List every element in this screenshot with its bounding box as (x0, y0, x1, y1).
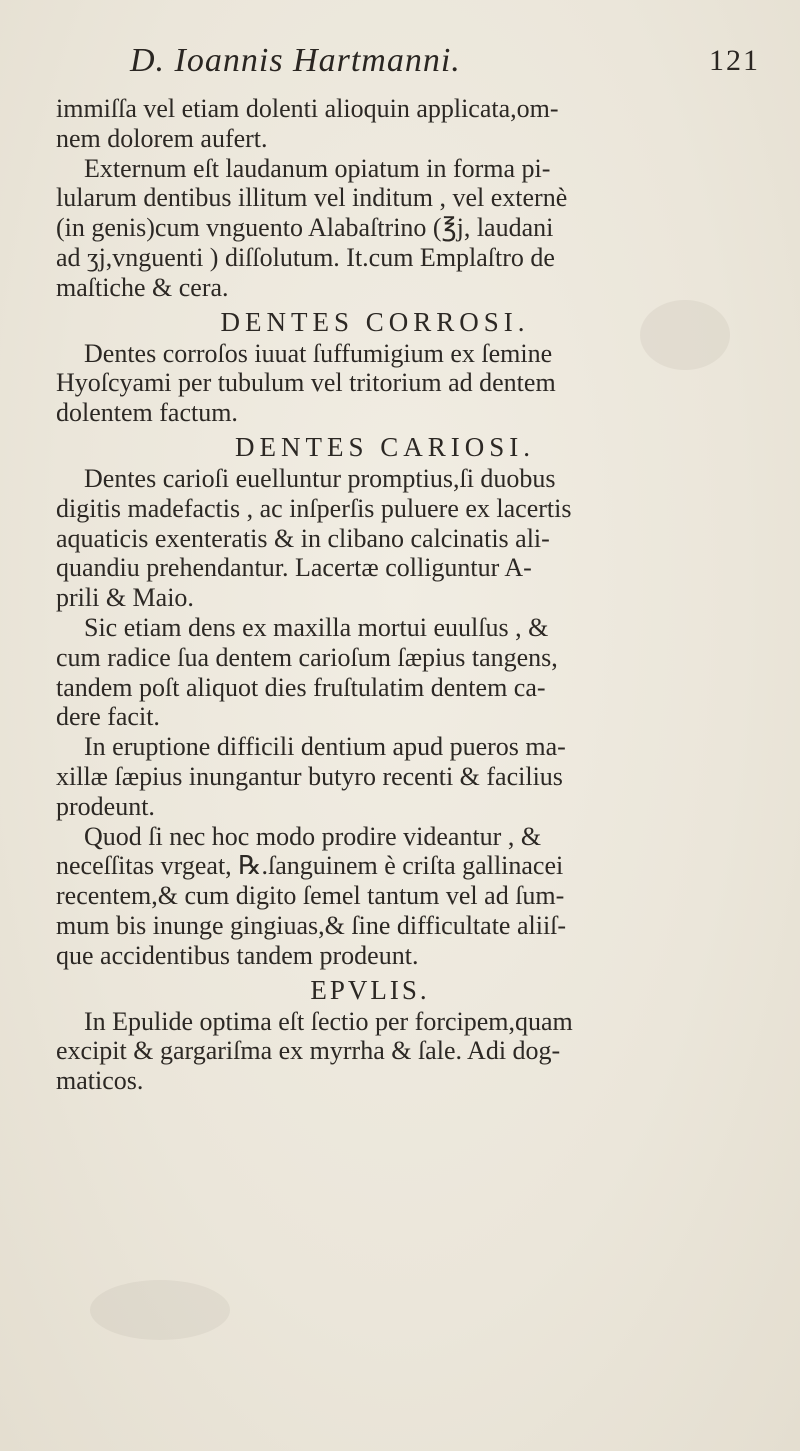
text-line: lularum dentibus illitum vel inditum , vel externè (56, 183, 568, 213)
text-line: xillæ ſæpius inungantur butyro recenti & facilius (56, 761, 563, 791)
running-head: D. Ioannis Hartmanni. (130, 42, 461, 79)
text-line: prodeunt. (56, 791, 155, 821)
text-line: tandem poſt aliquot dies fruſtulatim dentem ca- (56, 672, 546, 702)
text-line: mum bis inunge gingiuas,& ſine difficultate aliiſ- (56, 910, 567, 940)
text-line: prili & Maio. (56, 583, 194, 613)
text-line: maticos. (56, 1066, 144, 1096)
text-line: dolentem factum. (56, 398, 238, 428)
page-number: 121 (709, 44, 760, 77)
text-line: maſtiche & cera. (56, 272, 229, 302)
text-line: immiſſa vel etiam dolenti alioquin applicata,om- (56, 94, 559, 123)
text-line: In eruptione difficili dentium apud pueros ma- (84, 732, 566, 762)
text-line: digitis madefactis , ac inſperſis puluere ex lacertis (56, 493, 572, 523)
text-line: Hyoſcyami per tubulum vel tritorium ad dentem (56, 368, 556, 398)
text-block (56, 94, 754, 1096)
page-header (60, 42, 760, 86)
text-line: Dentes corroſos iuuat ſuffumigium ex ſemine (84, 338, 553, 368)
text-line: Externum eſt laudanum opiatum in forma pi- (84, 153, 551, 183)
section-heading: EPVLIS. (310, 974, 430, 1005)
text-line: In Epulide optima eſt ſectio per forcipem,quam (84, 1006, 573, 1036)
text-line: excipit & gargariſma ex myrrha & ſale. Adi dog- (56, 1036, 561, 1066)
text-line: nem dolorem aufert. (56, 123, 268, 153)
text-line: Quod ſi nec hoc modo prodire videantur , & (84, 821, 542, 851)
text-line: quandiu prehendantur. Lacertæ colliguntur A- (56, 553, 532, 583)
text-line: que accidentibus tandem prodeunt. (56, 940, 419, 970)
paper-stain (90, 1280, 230, 1340)
text-line: ad ʒj,vnguenti ) diſſolutum. It.cum Emplaſtro de (56, 242, 555, 272)
text-line: (in genis)cum vnguento Alabaſtrino (℥j, laudani (56, 213, 554, 243)
text-line: Sic etiam dens ex maxilla mortui euulſus , & (84, 612, 549, 642)
section-heading: DENTES CARIOSI. (234, 431, 535, 462)
text-line: cum radice ſua dentem carioſum ſæpius tangens, (56, 642, 558, 672)
text-line: recentem,& cum digito ſemel tantum vel ad ſum- (56, 881, 565, 911)
section-heading: DENTES CORROSI. (220, 306, 530, 337)
text-line: aquaticis exenteratis & in clibano calcinatis ali- (56, 523, 550, 553)
text-line: neceſſitas vrgeat, ℞.ſanguinem è criſta gallinacei (56, 851, 564, 881)
text-line: Dentes carioſi euelluntur promptius,ſi duobus (84, 463, 556, 493)
text-line: dere facit. (56, 702, 160, 732)
